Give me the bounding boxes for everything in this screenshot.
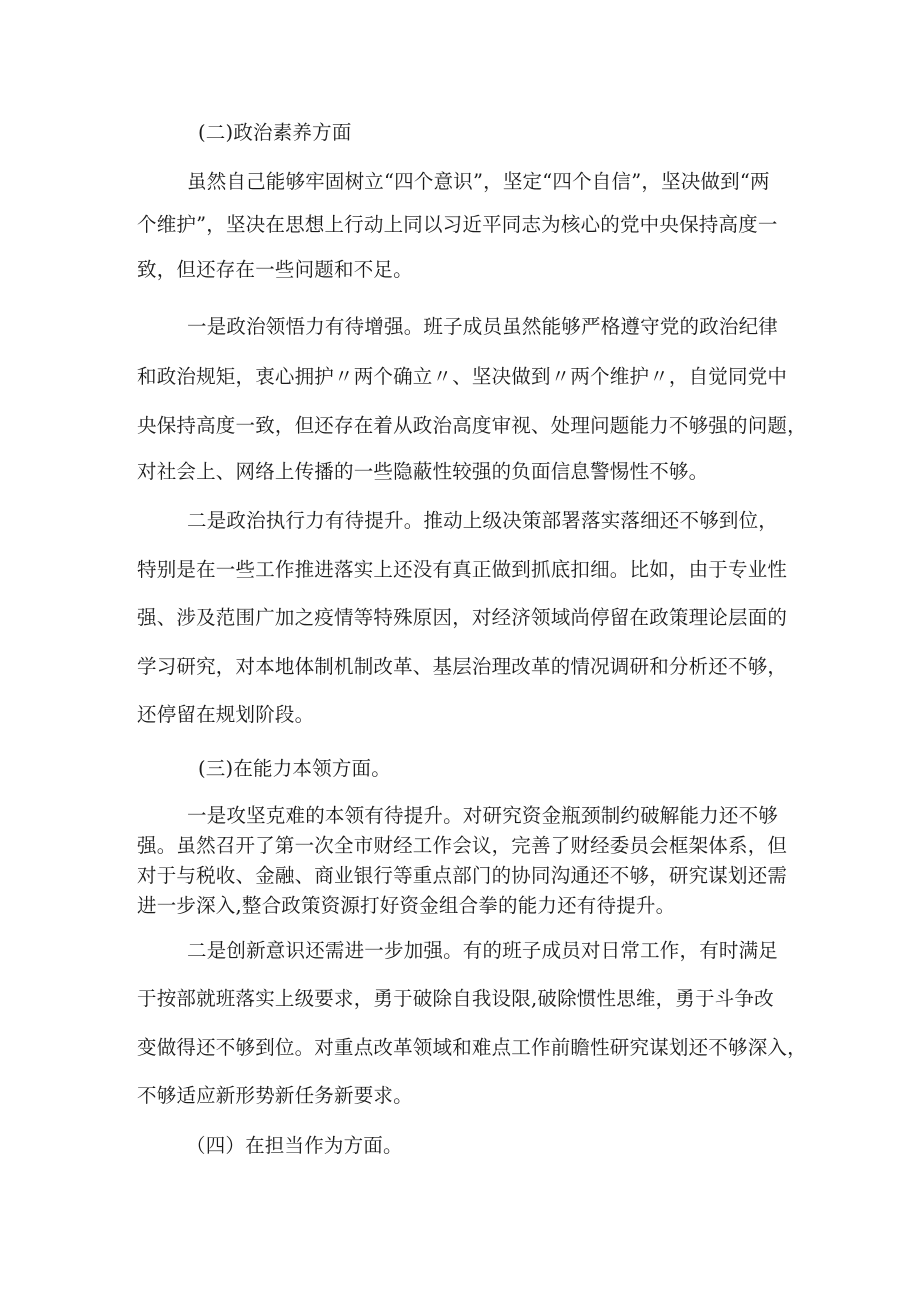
paragraph-line: 一是攻坚克难的本领有待提升。对研究资金瓶颈制约破解能力还不够: [187, 804, 779, 827]
paragraph-line: 和政治规矩，衷心拥护〃两个确立〃、坚决做到〃两个维护〃，自觉同党中: [137, 365, 788, 388]
paragraph-line: 虽然自己能够牢固树立“四个意识”，坚定“四个自信”，坚决做到“两: [187, 170, 770, 193]
paragraph-line: 一是政治领悟力有待增强。班子成员虽然能够严格遵守党的政治纪律: [187, 315, 779, 338]
paragraph-line: 变做得还不够到位。对重点改革领域和难点工作前瞻性研究谋划还不够深入，: [137, 1036, 807, 1059]
section-heading-responsibility: （四）在担当作为方面。: [186, 1134, 403, 1157]
paragraph-line: 央保持高度一致，但还存在着从政治高度审视、处理问题能力不够强的问题，: [137, 414, 807, 437]
paragraph-line: 个维护”，坚决在思想上行动上同以习近平同志为核心的党中央保持高度一: [137, 213, 778, 236]
paragraph-line: 致，但还存在一些问题和不足。: [137, 258, 413, 281]
paragraph-line: 二是创新意识还需进一步加强。有的班子成员对日常工作，有时满足: [187, 939, 779, 962]
paragraph-line: 特别是在一些工作推进落实上还没有真正做到抓底扣细。比如，由于专业性: [137, 558, 788, 581]
section-heading-political-quality: (二)政治素养方面: [198, 121, 352, 144]
paragraph-line: 强。虽然召开了第一次全市财经工作会议，完善了财经委员会框架体系，但: [137, 834, 788, 857]
paragraph-line: 不够适应新形势新任务新要求。: [137, 1084, 413, 1107]
paragraph-line: 对于与税收、金融、商业银行等重点部门的协同沟通还不够，研究谋划还需: [137, 864, 788, 887]
paragraph-line: 学习研究，对本地体制机制改革、基层治理改革的情况调研和分析还不够，: [137, 655, 788, 678]
paragraph-line: 进一步深入,整合政策资源打好资金组合拳的能力还有待提升。: [137, 894, 676, 917]
paragraph-line: 对社会上、网络上传播的一些隐蔽性较强的负面信息警惕性不够。: [137, 460, 709, 483]
paragraph-line: 还停留在规划阶段。: [137, 703, 315, 726]
paragraph-line: 强、涉及范围广加之疫情等特殊原因，对经济领域尚停留在政策理论层面的: [137, 606, 788, 629]
paragraph-line: 二是政治执行力有待提升。推动上级决策部署落实落细还不够到位，: [187, 509, 779, 532]
section-heading-capability: (三)在能力本领方面。: [198, 757, 391, 780]
paragraph-line: 于按部就班落实上级要求，勇于破除自我设限,破除惯性思维，勇于斗争改: [137, 987, 774, 1010]
